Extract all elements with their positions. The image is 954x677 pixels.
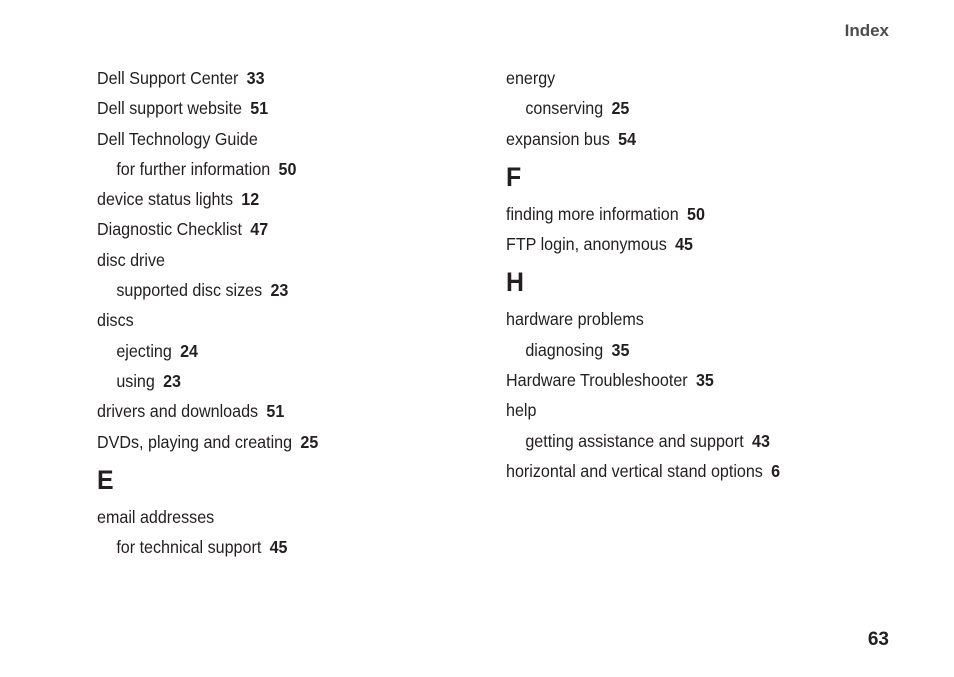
index-term: Dell Technology Guide (97, 128, 258, 149)
index-subentry (97, 157, 447, 187)
index-term: horizontal and vertical stand options (506, 460, 763, 481)
index-page-ref[interactable]: 43 (751, 430, 770, 451)
index-page-ref[interactable]: 51 (250, 98, 269, 119)
index-entry (97, 187, 447, 217)
index-page-ref[interactable]: 23 (163, 370, 182, 391)
index-entry (97, 430, 447, 460)
index-page-ref[interactable]: 25 (300, 431, 319, 452)
index-term: device status lights (97, 189, 234, 210)
index-entry (506, 66, 874, 96)
index-letter-heading: H (506, 267, 524, 298)
index-page-ref[interactable]: 50 (686, 203, 705, 224)
index-entry (97, 399, 447, 429)
index-entry (506, 368, 874, 398)
index-page-ref[interactable]: 54 (618, 128, 637, 149)
index-subentry (97, 369, 447, 399)
index-term: for further information (116, 158, 271, 179)
index-term: diagnosing (525, 339, 604, 360)
index-term: Diagnostic Checklist (97, 219, 242, 240)
index-page-ref[interactable]: 23 (270, 280, 289, 301)
index-entry (97, 505, 447, 535)
index-entry (97, 308, 447, 338)
index-letter-heading: F (506, 161, 522, 192)
index-term: getting assistance and support (525, 430, 744, 451)
index-page-ref[interactable]: 45 (269, 537, 288, 558)
index-entry (506, 398, 874, 428)
index-term: energy (506, 68, 556, 88)
index-page-ref[interactable]: 45 (675, 234, 693, 255)
index-term: conserving (525, 98, 604, 119)
index-page-ref[interactable]: 6 (771, 460, 781, 481)
index-page-ref[interactable]: 24 (180, 340, 199, 361)
index-subentry (97, 278, 447, 308)
index-term: help (506, 400, 537, 421)
index-term: using (116, 370, 155, 391)
index-subentry (97, 339, 447, 369)
page-number: 63 (867, 629, 889, 650)
index-entry (97, 96, 447, 126)
index-subentry (97, 535, 447, 565)
index-term: hardware problems (506, 309, 644, 330)
index-subentry (506, 429, 874, 459)
index-term: discs (97, 310, 134, 331)
index-term: supported disc sizes (116, 280, 263, 301)
index-entry (97, 127, 447, 157)
index-page-ref[interactable]: 35 (695, 370, 714, 391)
index-term: Hardware Troubleshooter (506, 370, 688, 391)
index-page-ref[interactable]: 47 (250, 219, 269, 240)
index-page-ref[interactable]: 25 (611, 98, 630, 119)
index-entry (97, 217, 447, 247)
index-entry (506, 202, 874, 232)
index-letter-heading: E (97, 464, 114, 495)
index-column-left (97, 66, 477, 565)
index-term: ejecting (116, 340, 172, 361)
index-column-right (506, 66, 906, 489)
index-page-ref[interactable]: 50 (278, 158, 297, 179)
index-term: for technical support (116, 537, 262, 558)
index-term: finding more information (506, 203, 679, 224)
index-entry (97, 248, 447, 278)
index-term: Dell Support Center (97, 68, 239, 88)
index-subentry (506, 338, 874, 368)
index-term: DVDs, playing and creating (97, 431, 293, 452)
index-page-ref[interactable]: 33 (246, 68, 265, 88)
index-term: drivers and downloads (97, 401, 259, 422)
running-head: Index (844, 21, 889, 40)
index-entry (506, 459, 874, 489)
index-entry (97, 66, 447, 96)
index-entry (506, 307, 874, 337)
index-term: expansion bus (506, 128, 610, 149)
index-entry (506, 127, 874, 157)
index-term: email addresses (97, 506, 215, 527)
index-term: Dell support website (97, 98, 242, 119)
index-page-ref[interactable]: 51 (266, 401, 285, 422)
index-term: FTP login, anonymous (506, 234, 667, 255)
index-page-ref[interactable]: 35 (611, 339, 630, 360)
index-term: disc drive (97, 249, 166, 270)
index-entry (506, 232, 874, 262)
index-subentry (506, 96, 874, 126)
index-page-ref[interactable]: 12 (241, 189, 260, 210)
